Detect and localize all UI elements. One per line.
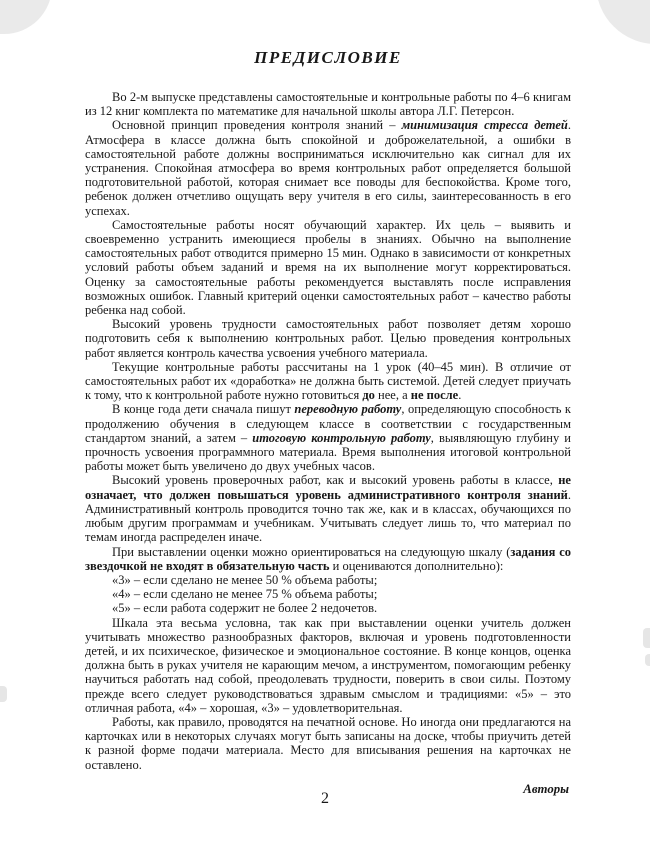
scan-shadow-top-left — [0, 0, 52, 34]
preface-body — [85, 90, 571, 772]
text-run: задания со звездочкой не входят в обязательную часть — [85, 544, 572, 573]
paragraph — [85, 715, 571, 772]
text-run: итоговую контрольную работу — [252, 430, 431, 445]
scan-shadow-top-right — [596, 0, 650, 44]
text-run: Текущие контрольные работы рассчитаны на 1 урок (40–45 мин). В отличие от самостоятельных работ их «доработка» не должна быть системой. Детей следует приучать к тому, что к контрольной работе нужно готовиться — [85, 359, 571, 403]
text-run: В конце года дети сначала пишут — [112, 402, 295, 417]
text-run: «4» – если сделано не менее 75 % объема работы; — [112, 587, 378, 602]
text-run: Самостоятельные работы носят обучающий характер. Их цель – выявить и своевременно устранить имеющиеся пробелы в знаниях. Обычно на выполнение самостоятельных работ отводится примерно 15 мин. Однако в зависимости от конкретных условий работы объем заданий и время на их выполнение могут корректироваться. Оценку за самостоятельные работы рекомендуется выставлять после исправления возможных ошибок. Главный критерий оценки самостоятельных работ – качество работы ребенка над собой. — [85, 217, 571, 318]
scan-mark-right-edge — [643, 628, 650, 648]
text-column — [85, 48, 571, 797]
text-run: и оцениваются дополнительно): — [329, 558, 504, 573]
paragraph — [85, 90, 571, 118]
text-run: . — [458, 388, 462, 403]
paragraph — [85, 402, 571, 473]
paragraph — [85, 317, 571, 360]
text-run: Основной принцип проведения контроля знаний – — [112, 118, 402, 133]
text-run: Работы, как правило, проводятся на печатной основе. Но иногда они предлагаются на карточках или в некоторых случаях могут быть записаны на доске, чтобы приучить детей к разной форме подачи материала. Место для вписывания решения на карточках не оставлено. — [85, 714, 571, 772]
paragraph — [85, 118, 571, 217]
paragraph — [85, 587, 571, 601]
text-run: не после — [410, 388, 459, 403]
text-run: минимизация стресса детей — [401, 118, 568, 133]
text-run: Высокий уровень проверочных работ, как и высокий уровень работы в классе, — [112, 473, 559, 488]
text-run: переводную работу — [294, 402, 402, 417]
text-run: «5» – если работа содержит не более 2 недочетов. — [112, 601, 378, 616]
text-run: При выставлении оценки можно ориентироваться на следующую шкалу ( — [112, 544, 511, 559]
paragraph — [85, 473, 571, 544]
page-number: 2 — [321, 790, 329, 807]
paragraph — [85, 601, 571, 615]
paragraph — [85, 218, 571, 317]
text-run: , определяющую способность к продолжению обучения в следующем классе в соответствии с государственным стандартом знаний, а затем – — [85, 402, 572, 445]
text-run: до — [362, 388, 375, 403]
paragraph — [85, 616, 571, 715]
text-run: Во 2-м выпуске представлены самостоятельные и контрольные работы по 4–6 книгам из 12 книг комплекта по математике для начальной школы автора Л.Г. Петерсон. — [85, 90, 571, 119]
paragraph — [85, 573, 571, 587]
scan-mark-right-edge — [645, 654, 650, 666]
paragraph — [85, 545, 571, 573]
text-run: , выявляющую глубину и прочность усвоения программного материала. Время выполнения итоговой контрольной работы может быть увеличено до двух учебных часов. — [85, 430, 571, 474]
text-run: . Атмосфера в классе должна быть спокойной и доброжелательной, а ошибки в самостоятельной работе должны восприниматься исключительно как сигнал для их устранения. Спокойная атмосфера во время контрольных работ определяется большой подготовительной работой, которая снимает все поводы для беспокойства. Кроме того, ребенок должен отчетливо ощущать веру учителя в его силы, заинтересованность в его успехах. — [85, 118, 571, 218]
page-title: ПРЕДИСЛОВИЕ — [254, 48, 402, 67]
authors-signature: Авторы — [523, 781, 569, 796]
paragraph — [85, 360, 571, 403]
text-run: . Административный контроль проводится точно так же, как и в классах, обучающихся по любым другим программам и учебникам. Учитывать следует лишь то, что материал по темам иногда распределен иначе. — [85, 487, 571, 545]
text-run: «3» – если сделано не менее 50 % объема работы; — [112, 572, 378, 587]
text-run: Высокий уровень трудности самостоятельных работ позволяет детям хорошо подготовить себя к выполнению контрольных работ. Целью проведения контрольных работ является контроль качества усвоения учебного материала. — [85, 317, 571, 360]
text-run: не означает, что должен повышаться уровень административного контроля знаний — [85, 473, 571, 502]
scan-mark-left-edge — [0, 686, 7, 702]
text-run: Шкала эта весьма условна, так как при выставлении оценки учитель должен учитывать множество разнообразных факторов, включая и уровень подготовленности детей, и их психическое, физическое и эмоциональное состояние. В конце концов, оценка должна быть в руках учителя не карающим мечом, а инструментом, помогающим ребенку научиться работать над собой, преодолевать трудности, поверить в свои силы. Поэтому прежде всего следует руководствоваться здравым смыслом и традициями: «5» – это отличная работа, «4» – хорошая, «3» – удовлетворительная. — [85, 615, 571, 715]
text-run: нее, а — [374, 388, 411, 403]
